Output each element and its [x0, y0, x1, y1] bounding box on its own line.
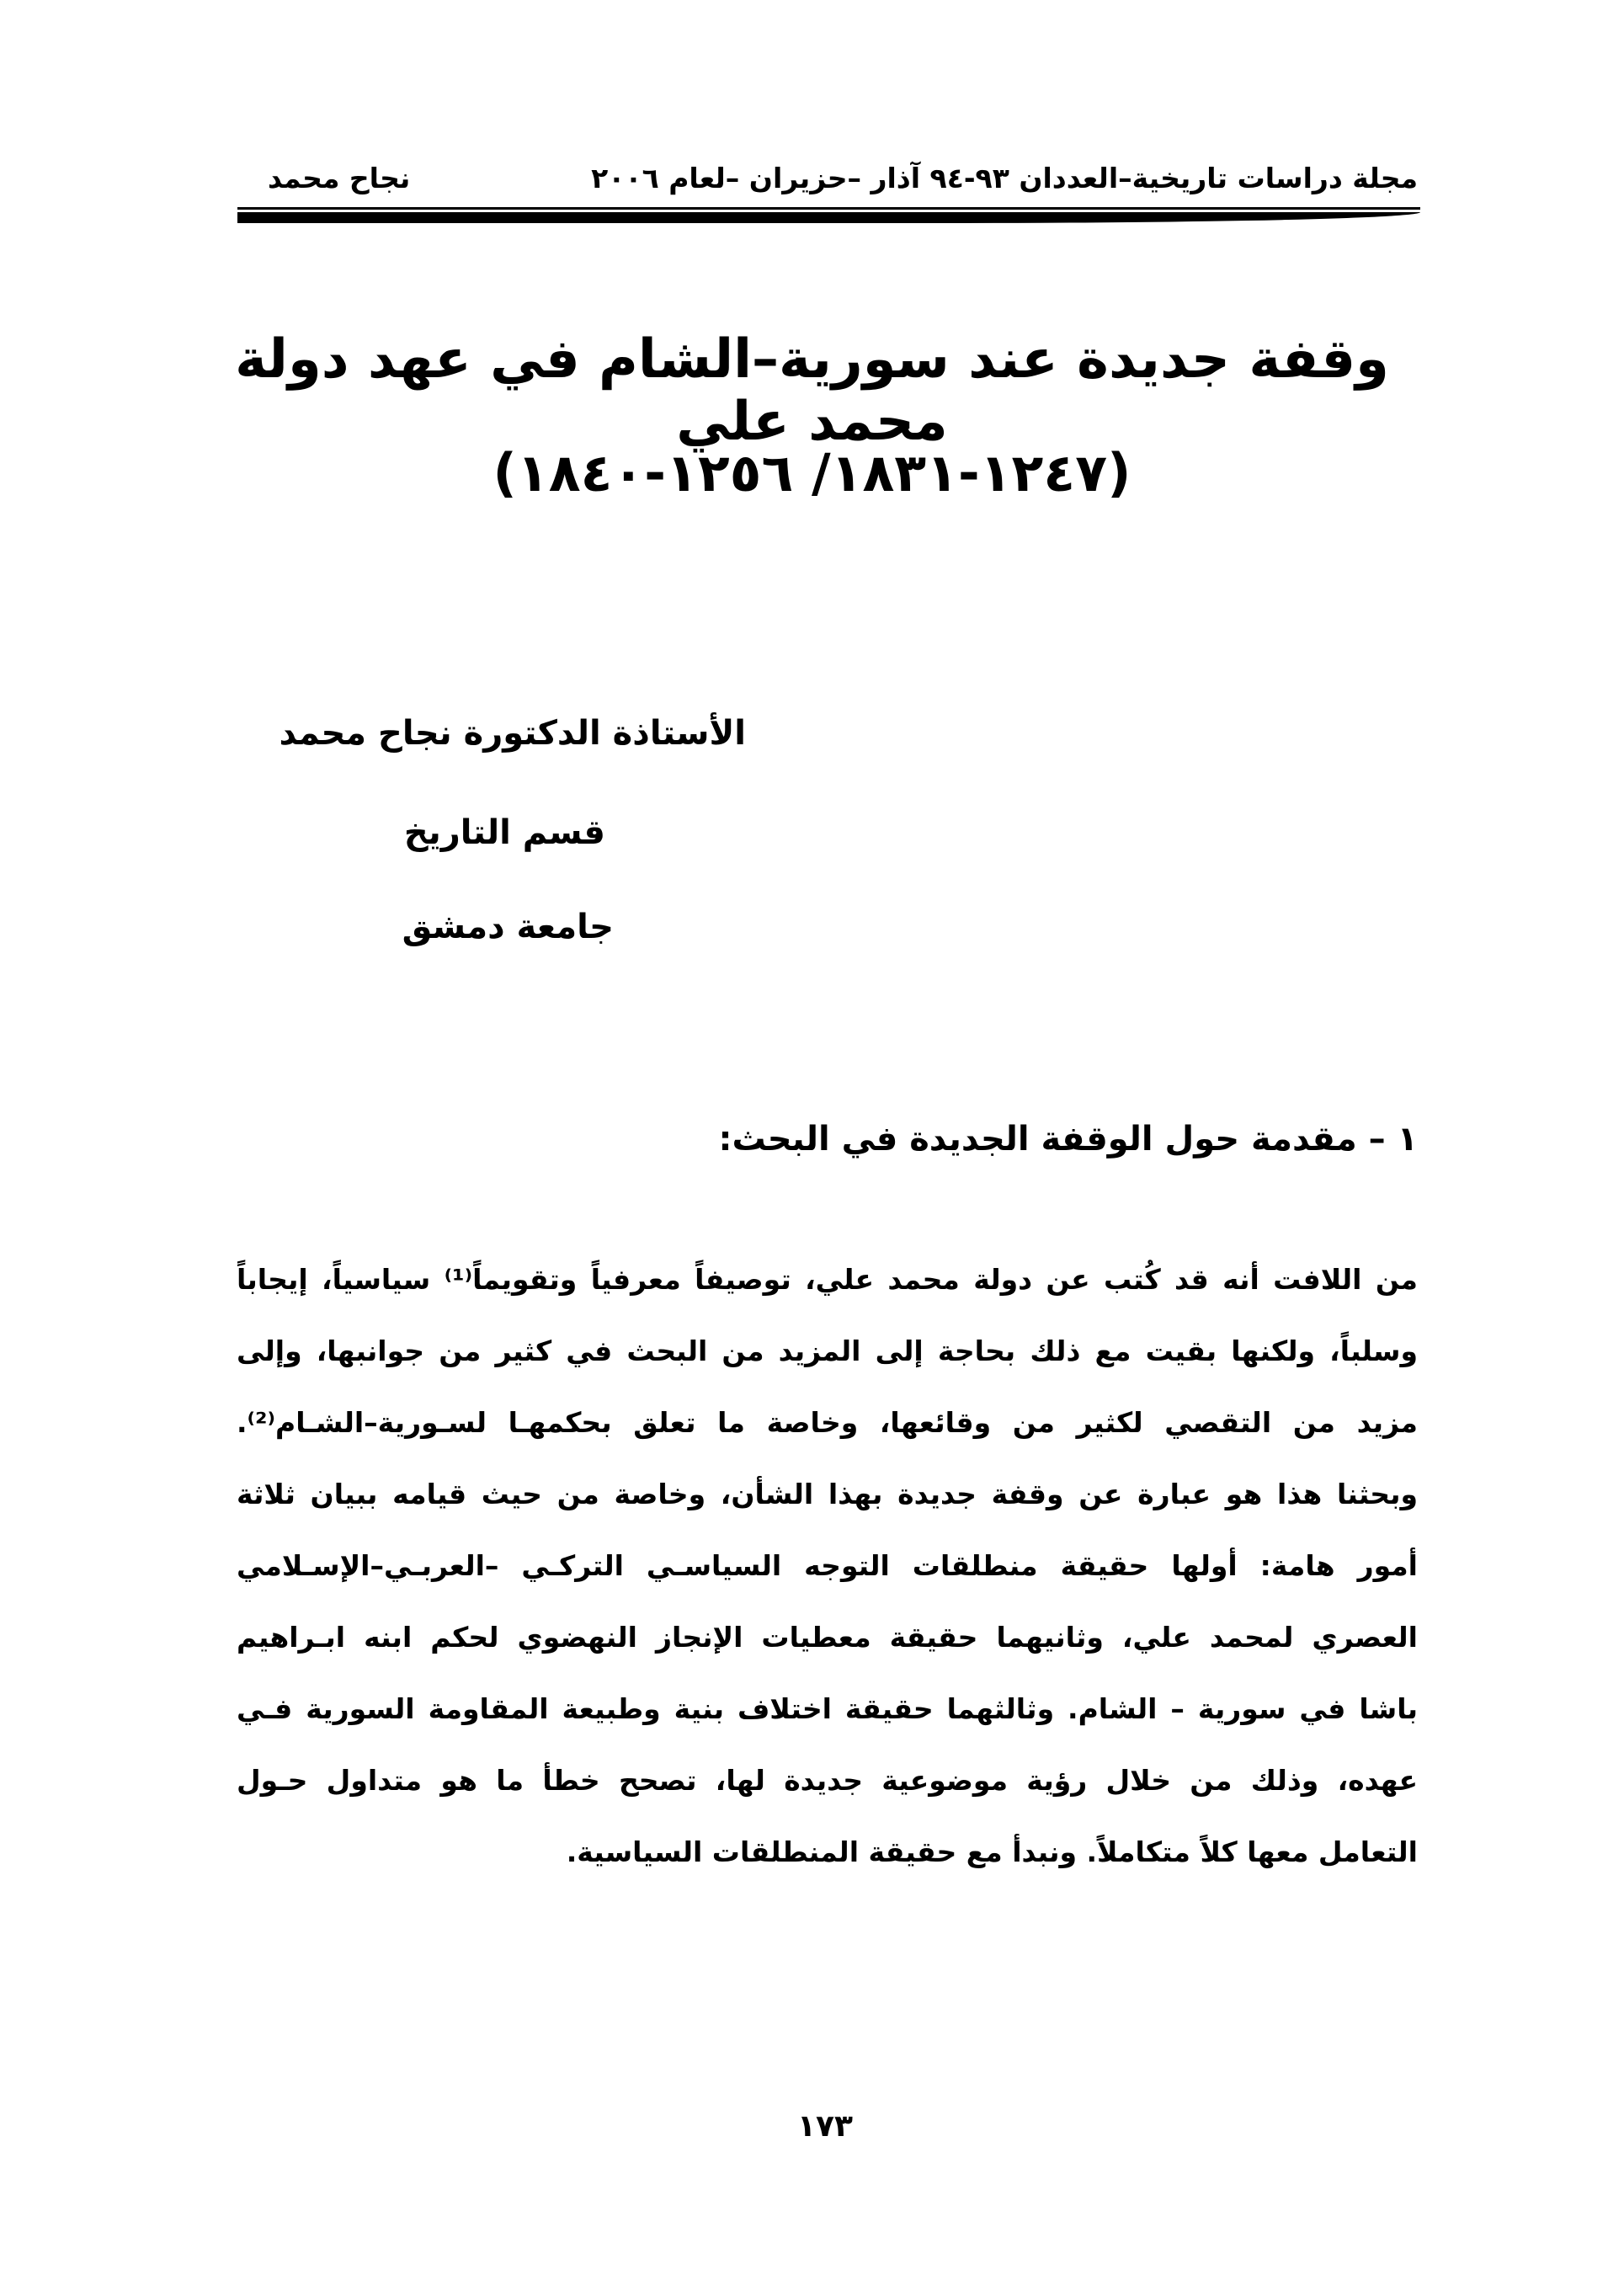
paragraph-line: وسلباً، ولكنها بقيت مع ذلك بحاجة إلى المزيد من البحث في كثير من جوانبها، وإلى — [237, 1334, 1418, 1367]
header-rule-thick — [237, 212, 1420, 223]
article-dates: (١٢٤٧-١٨٣١/ ١٢٥٦-١٨٤٠) — [493, 442, 1131, 503]
article-title: وقفة جديدة عند سورية–الشام في عهد دولة محمد علي — [235, 328, 1389, 453]
author-name: الأستاذة الدكتورة نجاح محمد — [279, 714, 746, 753]
running-header-author: نجاح محمد — [268, 162, 411, 194]
page-number: ١٧٣ — [797, 2109, 853, 2144]
paragraph-line: مزيد من التقصي لكثير من وقائعها، وخاصة ما تعلق بحكمهـا لسـورية–الشـام⁽²⁾. — [237, 1406, 1418, 1439]
section-heading: ١ – مقدمة حول الوقفة الجديدة في البحث: — [718, 1120, 1418, 1159]
paragraph-line: التعامل معها كلاً متكاملاً. ونبدأ مع حقيقة المنطلقات السياسية. — [566, 1835, 1418, 1868]
author-university: جامعة دمشق — [402, 908, 614, 946]
paragraph-line: عهده، وذلك من خلال رؤية موضوعية جديدة لها، تصحح خطأ ما هو متداول حـول — [237, 1764, 1418, 1797]
paragraph-line: أمور هامة: أولها حقيقة منطلقات التوجه السياسـي التركـي –العربـي–الإسـلامي — [237, 1549, 1418, 1582]
paragraph-line: من اللافت أنه قد كُتب عن دولة محمد علي، توصيفاً معرفياً وتقويماً⁽¹⁾ سياسياً، إيجاباً — [237, 1263, 1418, 1296]
body-paragraph — [237, 1255, 1418, 1899]
paragraph-line: وبحثنا هذا هو عبارة عن وقفة جديدة بهذا الشأن، وخاصة من حيث قيامه ببيان ثلاثة — [237, 1478, 1418, 1510]
paragraph-line: باشا في سورية – الشام. وثالثهما حقيقة اختلاف بنية وطبيعة المقاومة السورية فـي — [237, 1692, 1418, 1725]
running-header-journal: مجلة دراسات تاريخية–العددان ٩٣-٩٤ آذار –حزيران –لعام ٢٠٠٦ — [591, 162, 1418, 194]
header-rule-thin — [237, 207, 1420, 210]
author-department: قسم التاريخ — [403, 813, 605, 852]
paragraph-line: العصري لمحمد علي، وثانيهما حقيقة معطيات الإنجاز النهضوي لحكم ابنه ابـراهيم — [237, 1621, 1418, 1654]
